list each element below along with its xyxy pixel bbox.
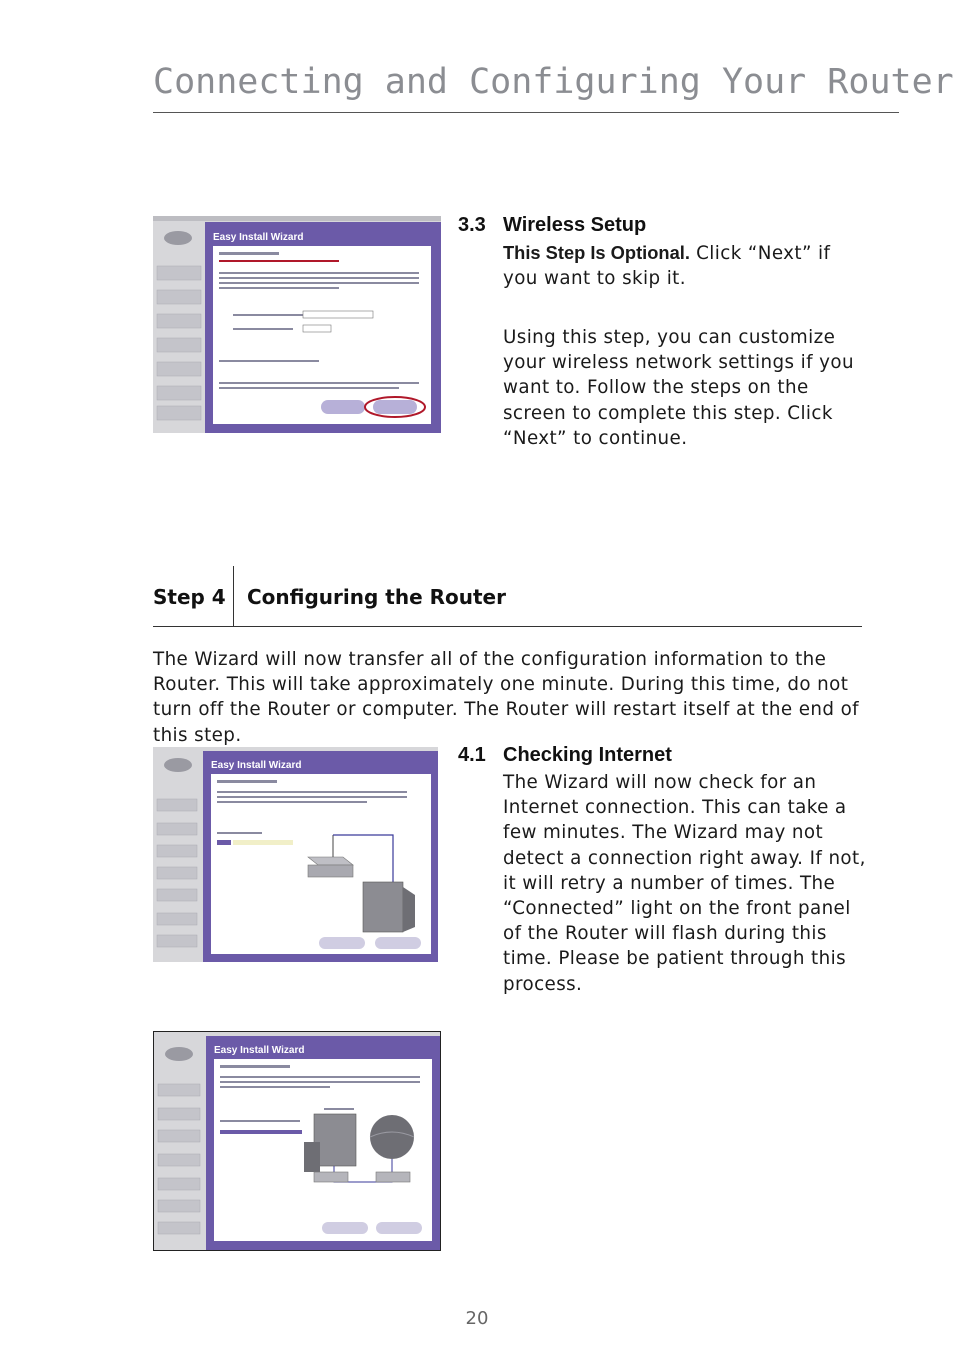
step-divider [233, 566, 234, 626]
checking-internet-screenshot [153, 1031, 441, 1251]
wizard-title-2: Easy Install Wizard [211, 760, 302, 771]
section-3-3-number: 3.3 [458, 214, 486, 236]
step-4-title: Configuring the Router [247, 585, 506, 609]
step-4-label: Step 4 [153, 585, 226, 609]
section-3-3-optional-note [503, 240, 863, 291]
section-4-1-paragraph: The Wizard will now check for an Internet connection. This can take a few minutes. The Wizard may not detect a connection right away. If not, it will retry a number of times. The “Connected” light on the front panel of the Router will flash during this time. Please be patient through this process. [503, 772, 866, 995]
page-title: Connecting and Configuring Your Router [153, 62, 954, 102]
step-4-intro: The Wizard will now transfer all of the configuration information to the Router. This will take approximately one minute. During this time, do not turn off the Router or computer. The Router will restart itself at the end of this step. [153, 649, 860, 746]
section-3-3-paragraph: Using this step, you can customize your wireless network settings if you want to. Follow the steps on the screen to complete this step. Click “Next” to continue. [503, 327, 854, 449]
page-number: 20 [465, 1308, 489, 1329]
configuring-router-screenshot [153, 747, 438, 962]
title-rule [153, 112, 899, 113]
wizard-title-3: Easy Install Wizard [214, 1045, 305, 1056]
section-3-3-heading: Wireless Setup [503, 214, 647, 236]
wizard-title-1: Easy Install Wizard [213, 232, 304, 243]
step-rule [153, 626, 862, 627]
section-4-1-heading: Checking Internet [503, 744, 672, 766]
wireless-setup-screenshot [153, 216, 441, 433]
optional-note-text: Click “Next” if you want to skip it. [503, 243, 831, 290]
optional-bold-label: This Step Is Optional. [503, 242, 690, 263]
section-4-1-number: 4.1 [458, 744, 486, 766]
